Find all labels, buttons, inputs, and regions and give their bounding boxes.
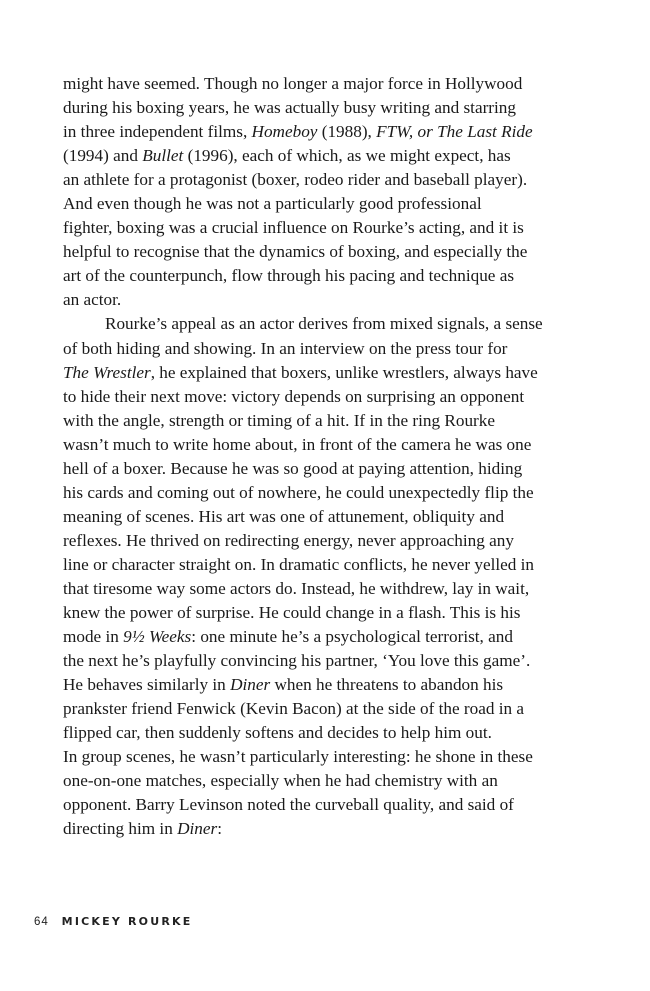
text-run: to hide their next move: victory depends on surprising an opponent	[63, 386, 525, 406]
text-run: that tiresome way some actors do. Instead, he withdrew, lay in wait,	[63, 578, 530, 598]
text-run: directing him in	[63, 819, 178, 839]
text-run: art of the counterpunch, flow through his pacing and technique as	[63, 266, 515, 286]
text-run: Rourke’s appeal as an actor derives from mixed signals, a sense	[105, 314, 543, 334]
text-line	[63, 505, 588, 529]
text-line	[63, 361, 588, 385]
text-run: hell of a boxer. Because he was so good at paying attention, hiding	[63, 458, 523, 478]
text-line	[63, 433, 588, 457]
text-run: knew the power of surprise. He could change in a flash. This is his	[63, 603, 521, 623]
italic-title: The Wrestler	[63, 362, 151, 382]
text-line	[63, 457, 588, 481]
text-line	[63, 745, 588, 769]
text-line	[63, 168, 588, 192]
text-run: reflexes. He thrived on redirecting energy, never approaching any	[63, 530, 514, 550]
text-line	[63, 577, 588, 601]
text-run: one-on-one matches, especially when he had chemistry with an	[63, 771, 498, 791]
text-run: during his boxing years, he was actually busy writing and starring	[63, 98, 516, 118]
page-footer	[34, 915, 192, 928]
italic-title: Bullet	[142, 146, 184, 166]
running-head: MICKEY ROURKE	[61, 915, 193, 928]
text-run: opponent. Barry Levinson noted the curveball quality, and said of	[63, 795, 514, 815]
text-line	[63, 288, 588, 312]
text-run: helpful to recognise that the dynamics of boxing, and especially the	[63, 242, 528, 262]
text-run: with the angle, strength or timing of a hit. If in the ring Rourke	[63, 410, 495, 430]
text-run: the next he’s playfully convincing his partner, ‘You love this game’.	[63, 651, 531, 671]
text-line	[63, 144, 588, 168]
text-run: (1988),	[317, 122, 377, 142]
text-line	[63, 240, 588, 264]
text-line	[63, 312, 588, 336]
italic-title: Homeboy	[251, 122, 318, 142]
text-run: meaning of scenes. His art was one of attunement, obliquity and	[63, 506, 505, 526]
text-line	[63, 793, 588, 817]
text-run: when he threatens to abandon his	[270, 675, 504, 695]
text-line	[63, 673, 588, 697]
text-line	[63, 385, 588, 409]
text-line	[63, 264, 588, 288]
text-line	[63, 697, 588, 721]
text-line	[63, 529, 588, 553]
text-run: (1994) and	[63, 146, 143, 166]
text-run: fighter, boxing was a crucial influence on Rourke’s acting, and it is	[63, 218, 524, 238]
body-text	[63, 72, 588, 842]
text-run: flipped car, then suddenly softens and decides to help him out.	[63, 723, 492, 743]
text-run: In group scenes, he wasn’t particularly interesting: he shone in these	[63, 747, 533, 767]
text-line	[63, 769, 588, 793]
italic-title: 9½ Weeks	[123, 627, 192, 647]
text-run: line or character straight on. In dramatic conflicts, he never yelled in	[63, 554, 535, 574]
text-line	[63, 216, 588, 240]
text-run: : one minute he’s a psychological terrorist, and	[191, 627, 513, 647]
page-number: 64	[34, 916, 49, 928]
text-run: his cards and coming out of nowhere, he could unexpectedly flip the	[63, 482, 534, 502]
text-run: prankster friend Fenwick (Kevin Bacon) at the side of the road in a	[63, 699, 525, 719]
text-line	[63, 96, 588, 120]
text-line	[63, 625, 588, 649]
italic-title: Diner	[177, 819, 218, 839]
text-line	[63, 481, 588, 505]
text-line	[63, 409, 588, 433]
text-line	[63, 721, 588, 745]
text-run: might have seemed. Though no longer a major force in Hollywood	[63, 74, 523, 93]
text-run: (1996), each of which, as we might expect, has	[183, 146, 511, 166]
text-line	[63, 649, 588, 673]
text-line	[63, 120, 588, 144]
text-run: :	[217, 819, 222, 839]
text-run: mode in	[63, 627, 124, 647]
text-run: He behaves similarly in	[63, 675, 231, 695]
text-run: , he explained that boxers, unlike wrestlers, always have	[150, 362, 538, 382]
italic-title: FTW, or The Last Ride	[376, 122, 533, 142]
text-run: an athlete for a protagonist (boxer, rodeo rider and baseball player).	[63, 170, 528, 190]
text-run: wasn’t much to write home about, in front of the camera he was one	[63, 434, 532, 454]
italic-title: Diner	[230, 675, 271, 695]
text-line	[63, 192, 588, 216]
text-line	[63, 337, 588, 361]
text-run: And even though he was not a particularly good professional	[63, 194, 482, 214]
text-run: of both hiding and showing. In an interview on the press tour for	[63, 338, 508, 358]
text-run: in three independent films,	[63, 122, 252, 142]
text-line	[63, 817, 588, 841]
text-run: an actor.	[63, 290, 122, 310]
text-line	[63, 553, 588, 577]
text-line	[63, 72, 588, 96]
text-line	[63, 601, 588, 625]
